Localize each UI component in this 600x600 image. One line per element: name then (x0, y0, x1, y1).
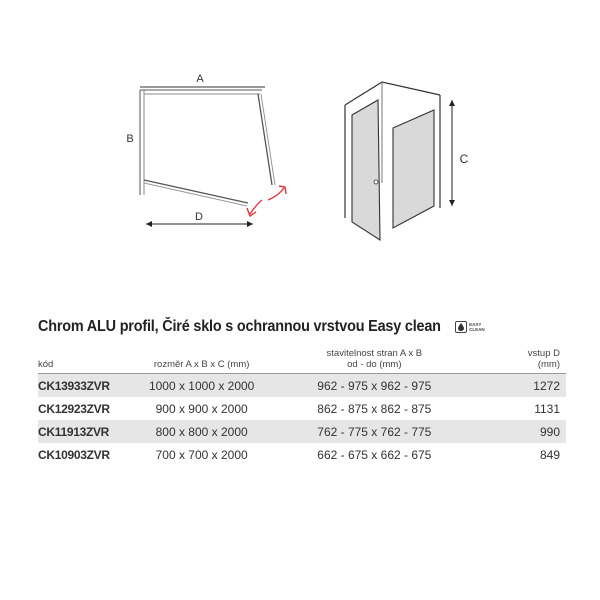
table-row (38, 420, 566, 443)
table-row (38, 443, 566, 466)
cell-code: CK12923ZVR (38, 401, 110, 416)
cell-adjust: 962 - 975 x 962 - 975 (271, 374, 478, 398)
cell-adjust: 762 - 775 x 762 - 775 (271, 420, 478, 443)
top-view-drawing (126, 73, 286, 227)
cell-code: CK10903ZVR (38, 447, 110, 462)
cell-size: 900 x 900 x 2000 (155, 401, 248, 416)
cell-adjust: 862 - 875 x 862 - 875 (317, 401, 432, 416)
header-entry: vstup D (mm) (478, 348, 566, 374)
cell-code: CK11913ZVR (38, 420, 133, 443)
spec-table (38, 348, 566, 466)
header-size: rozměr A x B x C (mm) (133, 348, 271, 374)
cell-entry: 1272 (478, 374, 566, 398)
cell-entry: 1131 (534, 401, 560, 416)
product-title: Chrom ALU profil, Čiré sklo s ochrannou vrstvou Easy clean (38, 318, 441, 335)
label-d: D (195, 211, 203, 223)
cell-entry: 990 (478, 420, 566, 443)
cell-size: 1000 x 1000 x 2000 (133, 374, 271, 398)
label-a: A (196, 73, 204, 85)
header-code: kód (38, 348, 133, 374)
cell-entry: 849 (539, 447, 560, 462)
table-row (38, 397, 566, 420)
table-header-row (38, 348, 566, 374)
easy-clean-label: EASY CLEAN (469, 322, 485, 332)
cell-size: 700 x 700 x 2000 (155, 447, 248, 462)
cell-size: 800 x 800 x 2000 (133, 420, 271, 443)
table-row (38, 374, 566, 398)
header-adjust: stavitelnost stran A x B od - do (mm) (271, 348, 478, 374)
cell-code: CK13933ZVR (38, 374, 133, 398)
label-c: C (459, 152, 469, 166)
title-row (38, 318, 485, 336)
easy-clean-badge (455, 321, 485, 333)
label-b: B (126, 133, 134, 145)
cell-adjust: 662 - 675 x 662 - 675 (317, 447, 432, 462)
perspective-drawing (345, 82, 469, 240)
water-drop-icon (455, 321, 467, 333)
